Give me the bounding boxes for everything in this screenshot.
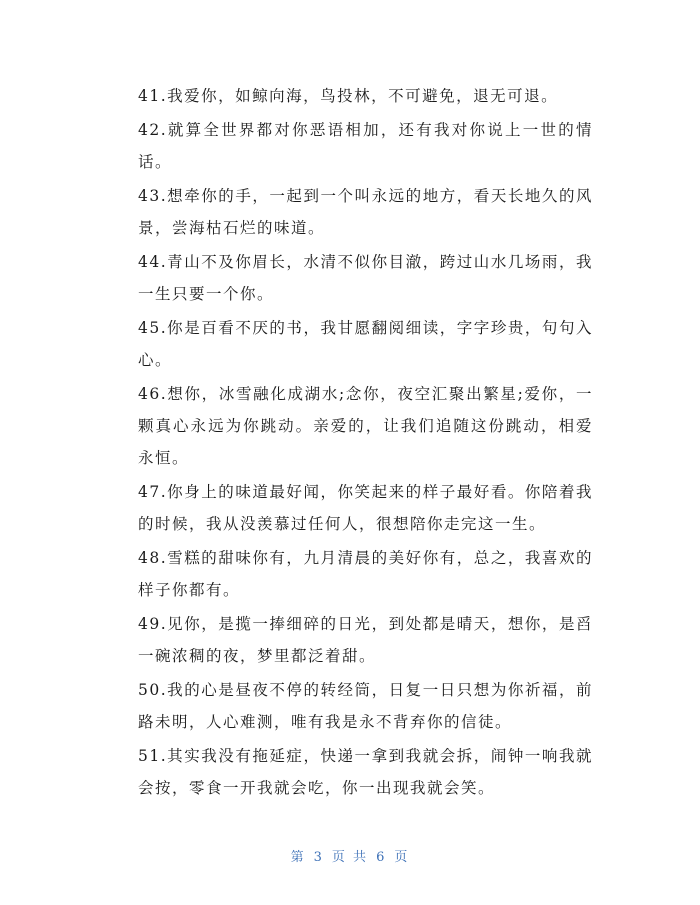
page-number-footer — [0, 846, 700, 865]
paragraph-43: 43.想牵你的手，一起到一个叫永远的地方，看天长地久的风景，尝海枯石烂的味道。 — [138, 187, 593, 237]
paragraph-46: 46.想你，冰雪融化成湖水;念你，夜空汇聚出繁星;爱你，一颗真心永远为你跳动。亲爱的，让我们追随这份跳动，相爱永恒。 — [138, 385, 593, 467]
paragraph-41: 41.我爱你，如鲸向海，鸟投林，不可避免，退无可退。 — [138, 87, 559, 105]
paragraph-51: 51.其实我没有拖延症，快递一拿到我就会拆，闹钟一响我就会按，零食一开我就会吃，你一出现我就会笑。 — [138, 747, 593, 797]
total-pages-number: 6 — [376, 850, 387, 865]
footer-suffix: 页 — [394, 850, 410, 865]
paragraph-44: 44.青山不及你眉长，水清不似你目澈，跨过山水几场雨，我一生只要一个你。 — [138, 253, 593, 303]
paragraph-49: 49.见你，是揽一捧细碎的日光，到处都是晴天，想你，是舀一碗浓稠的夜，梦里都泛着甜。 — [138, 615, 593, 665]
document-body — [138, 80, 593, 806]
paragraph-48: 48.雪糕的甜味你有，九月清晨的美好你有，总之，我喜欢的样子你都有。 — [138, 549, 593, 599]
current-page-number: 3 — [313, 850, 324, 865]
footer-middle: 页 共 — [331, 850, 369, 865]
footer-prefix: 第 — [290, 850, 306, 865]
paragraph-47: 47.你身上的味道最好闻，你笑起来的样子最好看。你陪着我的时候，我从没羡慕过任何人，很想陪你走完这一生。 — [138, 483, 593, 533]
paragraph-50: 50.我的心是昼夜不停的转经筒，日复一日只想为你祈福，前路未明，人心难测，唯有我是永不背弃你的信徒。 — [138, 681, 593, 731]
paragraph-42: 42.就算全世界都对你恶语相加，还有我对你说上一世的情话。 — [138, 121, 593, 171]
paragraph-45: 45.你是百看不厌的书，我甘愿翻阅细读，字字珍贵，句句入心。 — [138, 319, 593, 369]
